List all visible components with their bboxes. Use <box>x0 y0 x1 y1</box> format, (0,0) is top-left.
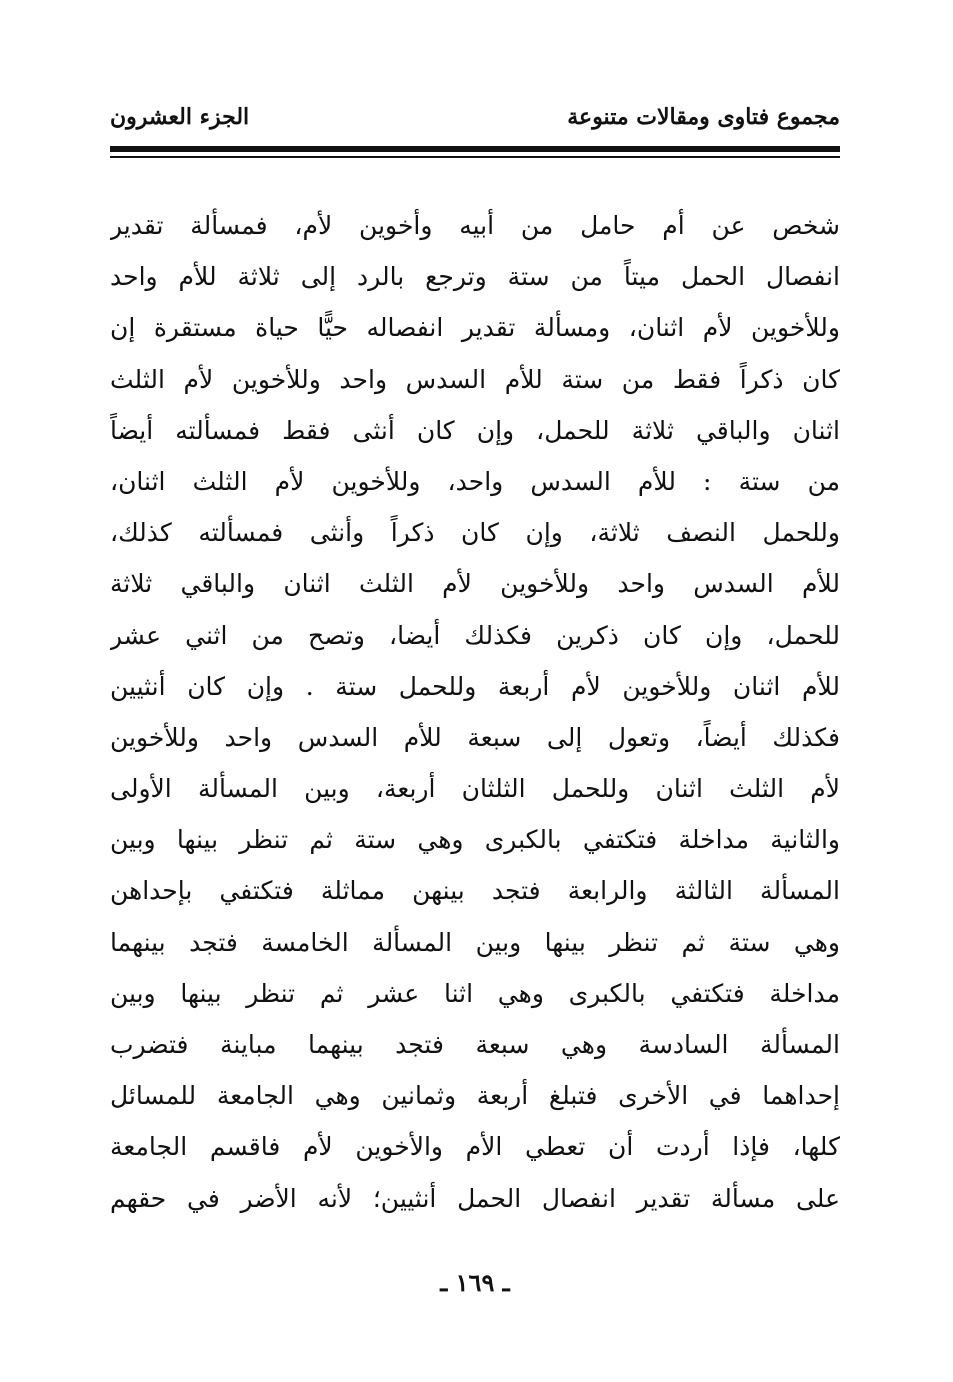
text-line: المسألة الثالثة والرابعة فتجد بينهن مماثلة فتكتفي بإحداهن <box>110 876 840 906</box>
text-line: وللحمل النصف ثلاثة، وإن كان ذكراً وأنثى فمسألته كذلك، <box>110 518 840 548</box>
text-line: للأم السدس واحد وللأخوين لأم الثلث اثنان والباقي ثلاثة <box>110 569 840 599</box>
text-line: للحمل، وإن كان ذكرين فكذلك أيضا، وتصح من اثني عشر <box>110 620 840 650</box>
text-line: مداخلة فتكتفي بالكبرى وهي اثنا عشر ثم تنظر بينها وبين <box>110 978 840 1008</box>
text-line: إحداهما في الأخرى فتبلغ أربعة وثمانين وهي الجامعة للمسائل <box>110 1081 840 1111</box>
header-rule-thin <box>110 156 840 158</box>
running-header <box>110 104 840 144</box>
text-line: انفصال الحمل ميتاً من ستة وترجع بالرد إلى ثلاثة للأم واحد <box>110 262 840 292</box>
text-line: على مسألة تقدير انفصال الحمل أنثيين؛ لأنه الأضر في حقهم <box>110 1183 840 1213</box>
text-line: المسألة السادسة وهي سبعة فتجد بينهما مباينة فتضرب <box>110 1030 840 1059</box>
text-line: من ستة : للأم السدس واحد، وللأخوين لأم الثلث اثنان، <box>110 466 840 496</box>
text-line: كلها، فإذا أردت أن تعطي الأم والأخوين لأم فاقسم الجامعة <box>110 1132 840 1162</box>
volume-label: الجزء العشرون <box>110 104 250 130</box>
text-line: والثانية مداخلة فتكتفي بالكبرى وهي ستة ثم تنظر بينها وبين <box>110 825 840 855</box>
text-line: اثنان والباقي ثلاثة للحمل، وإن كان أنثى فقط فمسألته أيضاً <box>110 415 840 445</box>
text-line: وهي ستة ثم تنظر بينها وبين المسألة الخامسة فتجد بينهما <box>110 927 840 957</box>
text-line: لأم الثلث اثنان وللحمل الثلثان أربعة، وبين المسألة الأولى <box>110 774 840 804</box>
body-text <box>110 200 840 1230</box>
header-rule-thick <box>110 146 840 152</box>
book-page <box>110 0 840 1382</box>
page-number: ـ ١٦٩ ـ <box>440 1268 510 1297</box>
text-line: فكذلك أيضاً، وتعول إلى سبعة للأم السدس واحد وللأخوين <box>110 722 840 752</box>
text-line: كان ذكراً فقط من ستة للأم السدس واحد وللأخوين لأم الثلث <box>110 364 840 394</box>
book-title: مجموع فتاوى ومقالات متنوعة <box>567 104 840 130</box>
text-line: شخص عن أم حامل من أبيه وأخوين لأم، فمسألة تقدير <box>110 211 840 240</box>
text-line: للأم اثنان وللأخوين لأم أربعة وللحمل ستة . وإن كان أنثيين <box>110 671 840 701</box>
text-line: وللأخوين لأم اثنان، ومسألة تقدير انفصاله حيًّا حياة مستقرة إن <box>110 313 840 343</box>
